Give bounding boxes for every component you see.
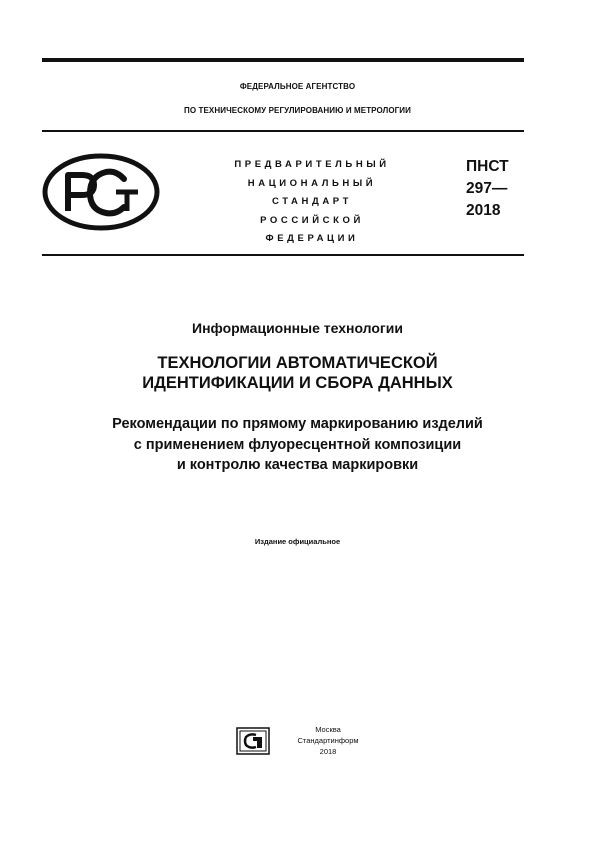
standartinform-logo-icon: [236, 727, 270, 755]
publisher-year: 2018: [319, 747, 337, 756]
agency-name-line2: ПО ТЕХНИЧЕСКОМУ РЕГУЛИРОВАНИЮ И МЕТРОЛОГИИ: [183, 106, 412, 115]
header-divider: [42, 130, 524, 132]
series-title: Информационные технологии: [192, 320, 403, 336]
standard-designation: [466, 156, 509, 222]
main-title-line: ИДЕНТИФИКАЦИИ И СБОРА ДАННЫХ: [142, 374, 453, 392]
standard-type-line: РОССИЙСКОЙ: [260, 214, 364, 226]
standard-type-line: НАЦИОНАЛЬНЫЙ: [247, 177, 377, 189]
standard-type-line: ПРЕДВАРИТЕЛЬНЫЙ: [234, 159, 390, 170]
agency-name-line1: ФЕДЕРАЛЬНОЕ АГЕНТСТВО: [239, 82, 356, 91]
standard-number: 297—: [466, 180, 508, 197]
main-title-line: ТЕХНОЛОГИИ АВТОМАТИЧЕСКОЙ: [157, 354, 438, 372]
publisher-city: Москва: [315, 725, 341, 734]
subtitle-line: Рекомендации по прямому маркированию изделий: [112, 416, 483, 432]
standard-type: [222, 156, 402, 249]
standard-type-line: ФЕДЕРАЦИИ: [265, 233, 359, 244]
gost-r-logo-icon: [42, 153, 160, 231]
edition-label: Издание официальное: [254, 537, 341, 546]
subtitle-line: с применением флуоресцентной композиции: [133, 436, 462, 453]
publisher-info: [278, 724, 378, 757]
subtitle-line: и контролю качества маркировки: [176, 457, 419, 473]
main-title: [0, 353, 595, 393]
standard-year: 2018: [466, 202, 501, 219]
header-bottom-rule: [42, 254, 524, 256]
publisher-name: Стандартинформ: [297, 736, 359, 745]
top-rule: [42, 58, 524, 62]
standard-code: ПНСТ: [466, 158, 509, 175]
standard-type-line: СТАНДАРТ: [272, 196, 352, 207]
subtitle: [0, 414, 595, 476]
